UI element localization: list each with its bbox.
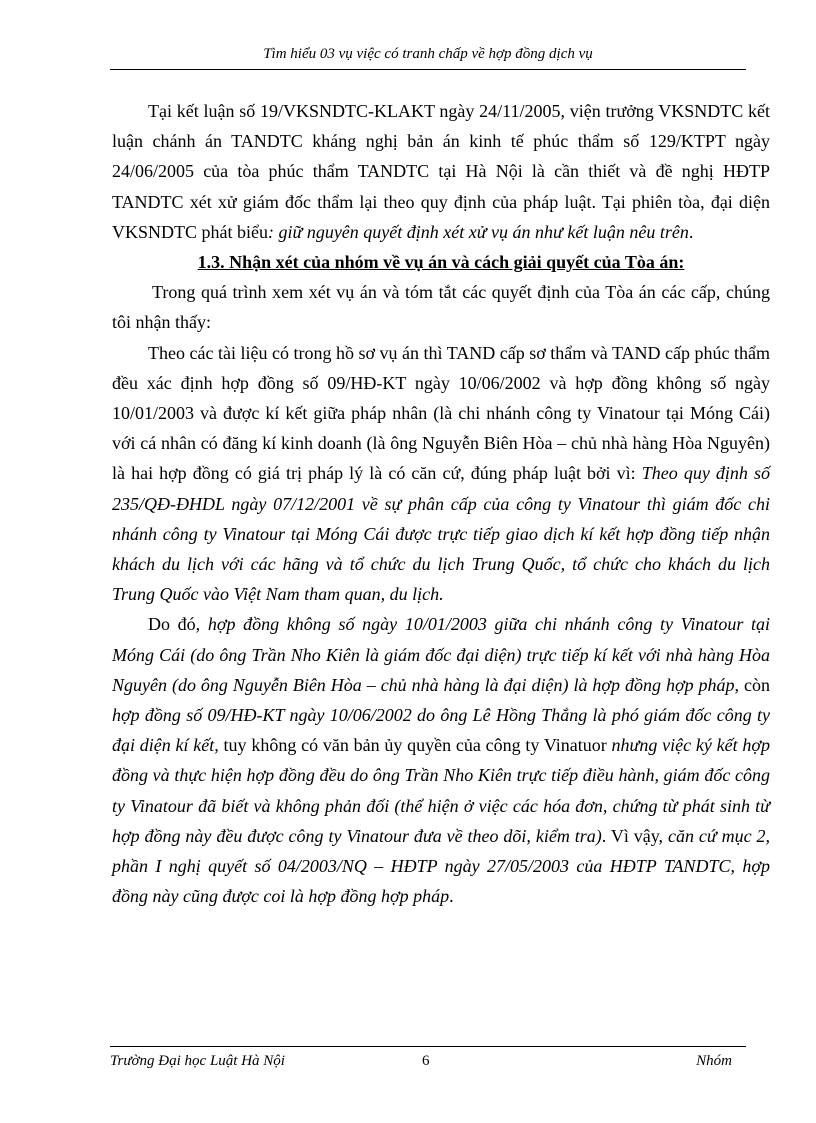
footer-page-number: 6 xyxy=(422,1053,430,1069)
paragraph-conclusion-group xyxy=(112,609,770,911)
paragraph-conclusion-quote: : giữ nguyên quyết định xét xử vụ án như kết luận nêu trên xyxy=(268,221,689,242)
paragraph-analysis-text: Theo các tài liệu có trong hồ sơ vụ án thì TAND cấp sơ thẩm và TAND cấp phúc thẩm đều xác định hợp đồng số 09/HĐ-KT ngày 10/06/2002 và hợp đồng không số ngày 10/01/2003 và được kí kết giữa pháp nhân (là chi nhánh công ty Vinatour tại Móng Cái) với cá nhân có đăng kí kinh doanh (là ông Nguyễn Biên Hòa – chủ nhà hàng Hòa Nguyên) là hai hợp đồng có giá trị pháp lý là có căn cứ, đúng pháp luật bởi vì: xyxy=(112,342,770,484)
p4-seg-6: nhưng việc ký kết hợp đồng và thực hiện hợp đồng đều do ông Trần Nho Kiên trực tiếp điều hành, giám đốc công ty Vinatour đã biết và không phản đối (thể hiện ở việc các hóa đơn, chứng từ phát sinh từ hợp đồng này đều được công ty Vinatour đưa về theo dõi, kiểm tra) xyxy=(112,735,770,846)
paragraph-analysis xyxy=(112,338,770,610)
paragraph-conclusion xyxy=(112,96,770,247)
document-body xyxy=(112,96,770,911)
paragraph-analysis-quote: Theo quy định số 235/QĐ-ĐHDL ngày 07/12/2001 về sự phân cấp của công ty Vinatour thì giám đốc chi nhánh công ty Vinatour tại Móng Cái được trực tiếp giao dịch kí kết hợp đồng tiếp nhận khách du lịch với các hãng và tổ chức du lịch Trung Quốc, tổ chức cho khách du lịch Trung Quốc vào Việt Nam tham quan, du lịch. xyxy=(112,463,771,605)
p4-seg-9: . xyxy=(449,886,454,907)
footer-school: Trường Đại học Luật Hà Nội xyxy=(110,1053,285,1069)
p4-seg-8: căn cứ mục 2, phần I nghị quyết số 04/2003/NQ – HĐTP ngày 27/05/2003 của HĐTP TANDTC, hợp đồng này cũng được coi là hợp đồng hợp pháp xyxy=(112,825,770,907)
footer-group: Nhóm xyxy=(696,1053,732,1069)
section-heading: 1.3. Nhận xét của nhóm về vụ án và cách giải quyết của Tòa án: xyxy=(197,252,685,273)
page-header xyxy=(110,46,746,70)
paragraph-intro: Trong quá trình xem xét vụ án và tóm tắt các quyết định của Tòa án các cấp, chúng tôi nhận thấy: xyxy=(112,282,770,333)
p4-seg-5: tuy không có văn bản ủy quyền của công ty Vinatuor xyxy=(218,735,612,756)
page-footer xyxy=(110,1046,746,1075)
p4-seg-3: , còn xyxy=(734,674,771,695)
paragraph-conclusion-end: . xyxy=(688,221,694,242)
header-title: Tìm hiểu 03 vụ việc có tranh chấp về hợp đồng dịch vụ xyxy=(263,46,593,62)
p4-seg-1: Do đó, xyxy=(148,614,208,635)
paragraph-conclusion-text: Tại kết luận số 19/VKSNDTC-KLAKT ngày 24/11/2005, viện trưởng VKSNDTC kết luận chánh án TANDTC kháng nghị bản án kinh tế phúc thẩm số 129/KTPT ngày 24/06/2005 của tòa phúc thẩm TANDTC tại Hà Nội là cần thiết và đề nghị HĐTP TANDTC xét xử giám đốc thẩm lại theo quy định của pháp luật. Tại phiên tòa, đại diện VKSNDTC phát biểu xyxy=(112,101,770,242)
p4-seg-2: hợp đồng không số ngày 10/01/2003 giữa chi nhánh công ty Vinatour tại Móng Cái (do ông Trần Nho Kiên là giám đốc đại diện) trực tiếp kí kết với nhà hàng Hòa Nguyên (do ông Nguyễn Biên Hòa – chủ nhà hàng là đại diện) là hợp đồng hợp pháp xyxy=(112,614,770,695)
p4-seg-4: hợp đồng số 09/HĐ-KT ngày 10/06/2002 do ông Lê Hồng Thắng là phó giám đốc công ty đại diện kí kết, xyxy=(112,705,770,756)
p4-seg-7: . Vì vậy, xyxy=(601,825,668,846)
